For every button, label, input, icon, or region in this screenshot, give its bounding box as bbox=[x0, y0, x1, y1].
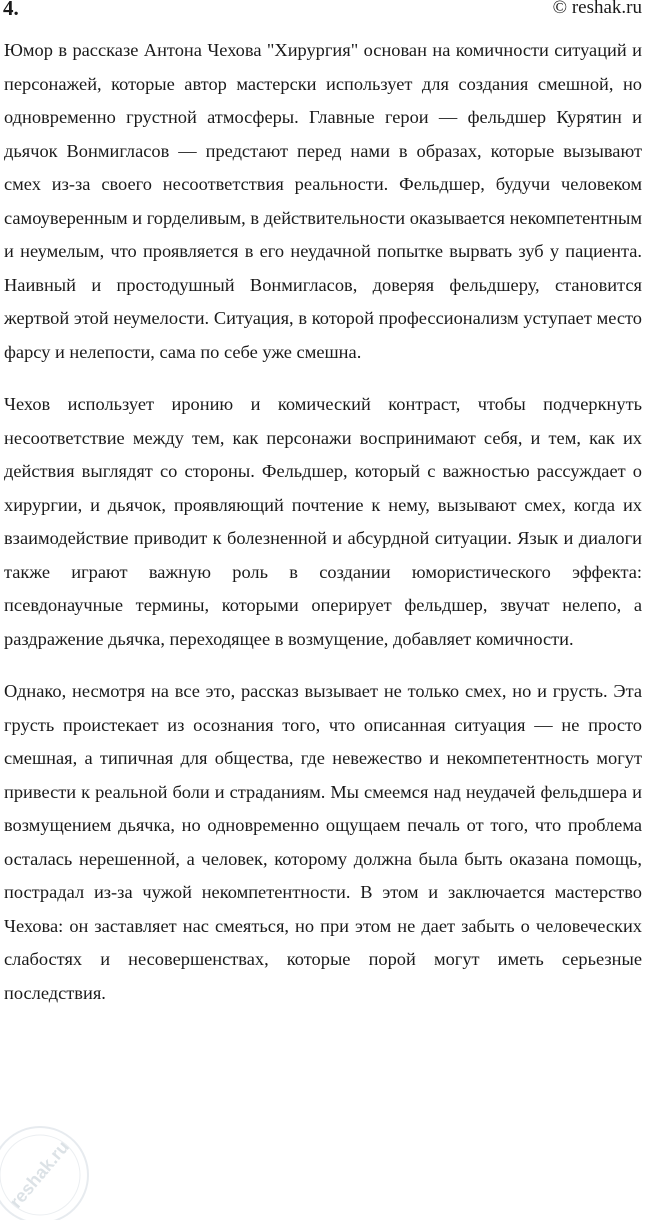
page-header bbox=[0, 0, 646, 30]
answer-text bbox=[4, 34, 642, 1029]
paragraph-2: Чехов использует иронию и комический контраст, чтобы подчеркнуть несоответствие между тем, как персонажи воспринимают себя, и тем, как их действия выглядят со стороны. Фельдшер, который с важностью рассуждает о хирургии, и дьячок, проявляющий почтение к нему, вызывают смех, когда их взаимодействие приводит к болезненной и абсурдной ситуации. Язык и диалоги также играют важную роль в создании юмористического эффекта: псевдонаучные термины, которыми оперирует фельдшер, звучат нелепо, а раздражение дьячка, переходящее в возмущение, добавляет комичности. bbox=[4, 394, 642, 649]
watermark-stamp-icon bbox=[0, 1100, 90, 1220]
task-number: 4. bbox=[3, 0, 19, 20]
watermark-text: reshak.ru bbox=[5, 1136, 73, 1212]
paragraph-3: Однако, несмотря на все это, рассказ вызывает не только смех, но и грусть. Эта грусть проистекает из осознания того, что описанная ситуация — не просто смешная, а типичная для общества, где невежество и некомпетентность могут привести к реальной боли и страданиям. Мы смеемся над неудачей фельдшера и возмущением дьячка, но одновременно ощущаем печаль от того, что проблема осталась нерешенной, а человек, которому должна была быть оказана помощь, пострадал из-за чужой некомпетентности. В этом и заключается мастерство Чехова: он заставляет нас смеяться, но при этом не дает забыть о человеческих слабостях и несовершенствах, которые порой могут иметь серьезные последствия. bbox=[4, 681, 642, 1003]
paragraph-1: Юмор в рассказе Антона Чехова "Хирургия" основан на комичности ситуаций и персонажей, которые автор мастерски использует для создания смешной, но одновременно грустной атмосферы. Главные герои — фельдшер Курятин и дьячок Вонмигласов — предстают перед нами в образах, которые вызывают смех из-за своего несоответствия реальности. Фельдшер, будучи человеком самоуверенным и горделивым, в действительности оказывается некомпетентным и неумелым, что проявляется в его неудачной попытке вырвать зуб у пациента. Наивный и простодушный Вонмигласов, доверяя фельдшеру, становится жертвой этой неумелости. Ситуация, в которой профессионализм уступает место фарсу и нелепости, сама по себе уже смешна. bbox=[4, 40, 642, 362]
site-copyright: © reshak.ru bbox=[552, 0, 642, 18]
